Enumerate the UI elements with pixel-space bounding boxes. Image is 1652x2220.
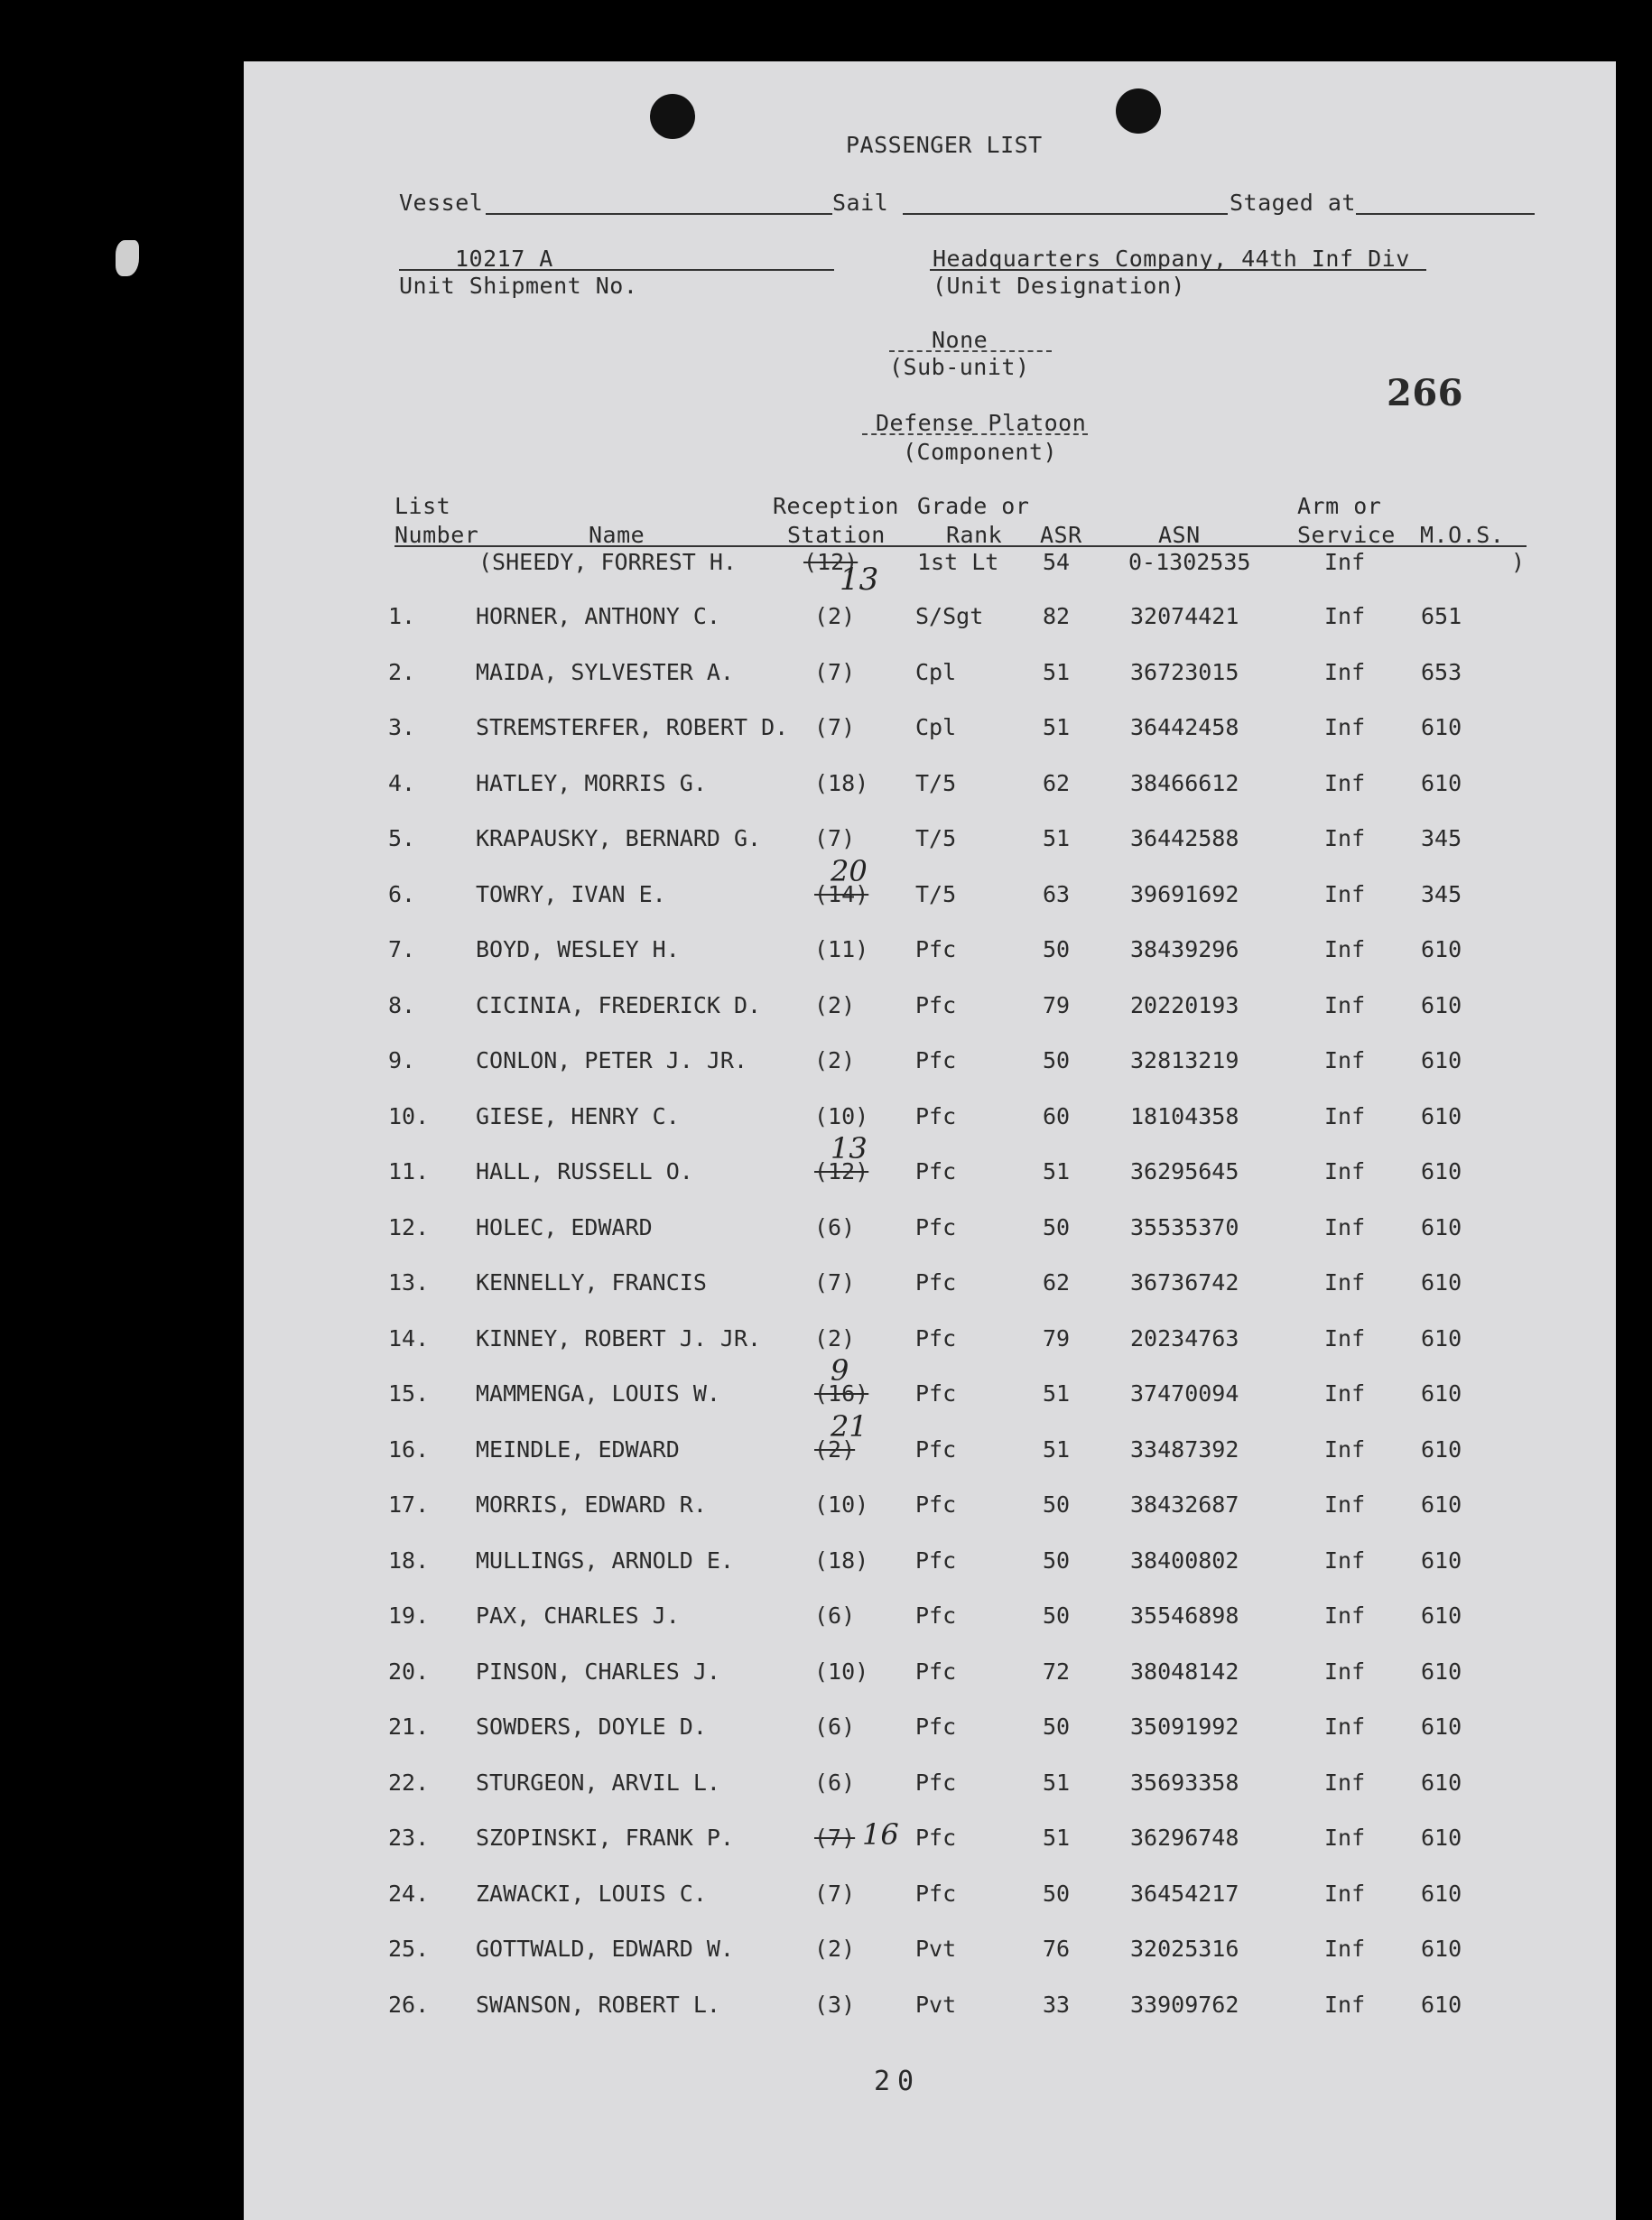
unit-designation-line (930, 269, 1426, 271)
col-header-asn: ASN (1158, 522, 1201, 548)
row-asr: 72 (1043, 1658, 1071, 1685)
row-arm: Inf (1324, 1825, 1366, 1851)
row-mos: 653 (1421, 658, 1462, 685)
row-grade: Pfc (915, 1158, 957, 1184)
row-name: HORNER, ANTHONY C. (476, 603, 720, 629)
row-station-handwritten: 21 (831, 1408, 868, 1444)
row-name: KINNEY, ROBERT J. JR. (476, 1324, 762, 1352)
row-number: 2. (388, 658, 416, 685)
sub-unit-label: (Sub-unit) (889, 354, 1030, 380)
row-name: BOYD, WESLEY H. (476, 936, 680, 962)
row-mos: 345 (1421, 825, 1462, 851)
col-header-mos: M.O.S. (1420, 522, 1505, 548)
row-name: KRAPAUSKY, BERNARD G. (476, 825, 762, 851)
row-grade: T/5 (915, 769, 957, 796)
row-station: (2) (814, 603, 856, 629)
unit-designation-label: (Unit Designation) (933, 273, 1185, 299)
officer-close-paren: ) (1511, 549, 1526, 575)
row-asr: 33 (1043, 1991, 1071, 2018)
row-arm: Inf (1324, 880, 1366, 907)
row-station: (2) (814, 991, 856, 1018)
unit-designation: Headquarters Company, 44th Inf Div (933, 246, 1410, 272)
row-asn: 38432687 (1130, 1491, 1239, 1518)
row-station: (7) (814, 1880, 856, 1907)
row-asn: 38439296 (1130, 936, 1239, 962)
row-number: 15. (388, 1380, 430, 1407)
row-name: SOWDERS, DOYLE D. (476, 1714, 707, 1740)
row-mos: 610 (1421, 1936, 1462, 1962)
punch-hole-right (1116, 88, 1161, 134)
row-arm: Inf (1324, 1269, 1366, 1296)
row-grade: Pfc (915, 1769, 957, 1796)
row-asr: 51 (1043, 658, 1071, 685)
footer-number: 20 (874, 2066, 922, 2097)
row-grade: Pfc (915, 936, 957, 962)
row-name: ZAWACKI, LOUIS C. (476, 1880, 707, 1907)
row-asn: 35535370 (1130, 1213, 1239, 1240)
row-mos: 610 (1421, 1491, 1462, 1518)
row-grade: Pfc (915, 1547, 957, 1574)
row-station: (6) (814, 1213, 856, 1240)
row-station: (10) (814, 1491, 869, 1518)
row-station: (7) (814, 825, 856, 851)
row-grade: Pfc (915, 1714, 957, 1740)
row-asn: 33487392 (1130, 1435, 1239, 1463)
sailed-field-line (903, 213, 1228, 215)
row-asn: 39691692 (1130, 880, 1239, 907)
row-number: 3. (388, 714, 416, 740)
row-name: MORRIS, EDWARD R. (476, 1491, 707, 1518)
row-arm: Inf (1324, 1714, 1366, 1740)
row-number: 9. (388, 1047, 416, 1073)
row-station: (7) (814, 714, 856, 740)
unit-shipment-label: Unit Shipment No. (399, 273, 638, 299)
row-name: MEINDLE, EDWARD (476, 1435, 680, 1463)
row-arm: Inf (1324, 714, 1366, 740)
row-asr: 62 (1043, 1269, 1071, 1296)
row-mos: 610 (1421, 936, 1462, 962)
row-mos: 610 (1421, 1158, 1462, 1184)
row-name: TOWRY, IVAN E. (476, 880, 666, 907)
officer-name: (SHEEDY, FORREST H. (478, 549, 737, 575)
component-label: (Component) (903, 439, 1058, 465)
row-station: (12) (814, 1158, 869, 1184)
col-header-reception: Reception (773, 493, 899, 519)
row-number: 14. (388, 1324, 430, 1352)
row-number: 8. (388, 991, 416, 1018)
row-asn: 32074421 (1130, 603, 1239, 629)
row-number: 11. (388, 1158, 430, 1184)
row-name: PAX, CHARLES J. (476, 1602, 680, 1629)
row-station: (6) (814, 1769, 856, 1796)
row-mos: 651 (1421, 603, 1462, 629)
row-mos: 345 (1421, 880, 1462, 907)
row-grade: Pfc (915, 1047, 957, 1073)
component-value: Defense Platoon (876, 410, 1087, 436)
row-station: (6) (814, 1714, 856, 1740)
row-asn: 35546898 (1130, 1602, 1239, 1629)
row-mos: 610 (1421, 714, 1462, 740)
col-header-service: Service (1297, 522, 1396, 548)
row-arm: Inf (1324, 658, 1366, 685)
row-name: KENNELLY, FRANCIS (476, 1269, 707, 1296)
officer-asr: 54 (1043, 549, 1071, 575)
row-mos: 610 (1421, 769, 1462, 796)
row-mos: 610 (1421, 1880, 1462, 1907)
row-asr: 51 (1043, 1435, 1071, 1463)
row-asr: 51 (1043, 1825, 1071, 1851)
row-grade: Pfc (915, 1825, 957, 1851)
row-grade: Pfc (915, 1102, 957, 1129)
page-number: 266 (1387, 372, 1463, 414)
row-station: (10) (814, 1102, 869, 1129)
row-grade: Pfc (915, 1435, 957, 1463)
row-asr: 62 (1043, 769, 1071, 796)
row-name: PINSON, CHARLES J. (476, 1658, 720, 1685)
row-grade: Pfc (915, 991, 957, 1018)
row-name: MAIDA, SYLVESTER A. (476, 658, 734, 685)
row-arm: Inf (1324, 1047, 1366, 1073)
row-arm: Inf (1324, 1213, 1366, 1240)
row-asr: 50 (1043, 1714, 1071, 1740)
row-asr: 79 (1043, 991, 1071, 1018)
row-number: 17. (388, 1491, 430, 1518)
row-asn: 36736742 (1130, 1269, 1239, 1296)
col-header-number: Number (394, 522, 479, 548)
row-name: HATLEY, MORRIS G. (476, 769, 707, 796)
staged-field-line (1356, 213, 1535, 215)
row-asn: 36296748 (1130, 1825, 1239, 1851)
unit-shipment-number: 10217 A (455, 246, 553, 272)
row-arm: Inf (1324, 1324, 1366, 1352)
header-underline (394, 545, 1527, 547)
unit-shipment-line (399, 269, 834, 271)
row-name: CICINIA, FREDERICK D. (476, 991, 762, 1018)
row-mos: 610 (1421, 1991, 1462, 2018)
row-asr: 51 (1043, 1158, 1071, 1184)
row-grade: Cpl (915, 714, 957, 740)
row-asn: 36442458 (1130, 714, 1239, 740)
row-grade: Pvt (915, 1991, 957, 2018)
row-asn: 36295645 (1130, 1158, 1239, 1184)
row-asr: 50 (1043, 936, 1071, 962)
row-asn: 38048142 (1130, 1658, 1239, 1685)
row-grade: Cpl (915, 658, 957, 685)
row-arm: Inf (1324, 603, 1366, 629)
row-arm: Inf (1324, 1658, 1366, 1685)
row-station: (2) (814, 1936, 856, 1962)
row-arm: Inf (1324, 1936, 1366, 1962)
row-mos: 610 (1421, 1547, 1462, 1574)
officer-grade: 1st Lt (917, 549, 999, 575)
row-mos: 610 (1421, 1269, 1462, 1296)
row-station: (7) (814, 658, 856, 685)
row-asn: 32025316 (1130, 1936, 1239, 1962)
sailed-label: Sail (832, 190, 889, 216)
row-station: (18) (814, 1547, 869, 1574)
row-arm: Inf (1324, 1380, 1366, 1407)
row-name: CONLON, PETER J. JR. (476, 1047, 748, 1073)
officer-arm: Inf (1324, 549, 1366, 575)
row-arm: Inf (1324, 1491, 1366, 1518)
sub-unit-value: None (932, 327, 988, 353)
row-station: (11) (814, 936, 869, 962)
component-line (862, 433, 1088, 435)
row-grade: Pfc (915, 1324, 957, 1352)
row-station-handwritten: 20 (831, 853, 868, 888)
row-number: 24. (388, 1880, 430, 1907)
row-mos: 610 (1421, 1047, 1462, 1073)
row-asr: 50 (1043, 1547, 1071, 1574)
row-number: 18. (388, 1547, 430, 1574)
row-station: (16) (814, 1380, 869, 1407)
row-arm: Inf (1324, 1547, 1366, 1574)
col-header-asr: ASR (1040, 522, 1082, 548)
sub-unit-line (889, 350, 1052, 352)
row-name: SZOPINSKI, FRANK P. (476, 1825, 734, 1851)
row-mos: 610 (1421, 991, 1462, 1018)
row-asn: 37470094 (1130, 1380, 1239, 1407)
row-arm: Inf (1324, 936, 1366, 962)
row-asr: 51 (1043, 825, 1071, 851)
row-asr: 50 (1043, 1047, 1071, 1073)
row-name: MULLINGS, ARNOLD E. (476, 1547, 734, 1574)
row-asn: 36723015 (1130, 658, 1239, 685)
row-mos: 610 (1421, 1102, 1462, 1129)
row-mos: 610 (1421, 1714, 1462, 1740)
row-name: STURGEON, ARVIL L. (476, 1769, 720, 1796)
row-station: (10) (814, 1658, 869, 1685)
col-header-list: List (394, 493, 451, 519)
row-arm: Inf (1324, 1602, 1366, 1629)
row-asr: 51 (1043, 1380, 1071, 1407)
row-station: (7) (814, 1825, 856, 1851)
row-number: 22. (388, 1769, 430, 1796)
col-header-name: Name (589, 522, 645, 548)
row-mos: 610 (1421, 1380, 1462, 1407)
row-asn: 18104358 (1130, 1102, 1239, 1129)
row-grade: S/Sgt (915, 603, 984, 629)
row-station: (7) (814, 1269, 856, 1296)
row-name: HALL, RUSSELL O. (476, 1158, 693, 1184)
row-grade: Pfc (915, 1602, 957, 1629)
row-arm: Inf (1324, 1102, 1366, 1129)
row-asn: 32813219 (1130, 1047, 1239, 1073)
row-arm: Inf (1324, 991, 1366, 1018)
row-grade: Pfc (915, 1658, 957, 1685)
row-arm: Inf (1324, 1880, 1366, 1907)
row-number: 7. (388, 936, 416, 962)
row-arm: Inf (1324, 1435, 1366, 1463)
officer-station-handwritten: 13 (840, 562, 879, 598)
row-number: 10. (388, 1102, 430, 1129)
officer-asn: 0-1302535 (1128, 549, 1251, 575)
col-header-arm-or: Arm or (1297, 493, 1382, 519)
row-name: GIESE, HENRY C. (476, 1102, 680, 1129)
row-grade: Pfc (915, 1213, 957, 1240)
row-name: MAMMENGA, LOUIS W. (476, 1380, 720, 1407)
row-number: 21. (388, 1714, 430, 1740)
row-asr: 79 (1043, 1324, 1071, 1352)
row-number: 19. (388, 1602, 430, 1629)
row-asr: 50 (1043, 1491, 1071, 1518)
row-asr: 82 (1043, 603, 1071, 629)
row-number: 23. (388, 1825, 430, 1851)
row-asn: 20220193 (1130, 991, 1239, 1018)
row-number: 5. (388, 825, 416, 851)
row-asn: 36442588 (1130, 825, 1239, 851)
row-station: (2) (814, 1435, 856, 1463)
row-asr: 51 (1043, 714, 1071, 740)
row-asr: 50 (1043, 1602, 1071, 1629)
row-station: (2) (814, 1047, 856, 1073)
row-mos: 610 (1421, 1825, 1462, 1851)
row-grade: Pfc (915, 1380, 957, 1407)
paper-fragment (116, 240, 139, 276)
row-grade: Pfc (915, 1880, 957, 1907)
row-asr: 50 (1043, 1213, 1071, 1240)
row-mos: 610 (1421, 1602, 1462, 1629)
row-grade: Pfc (915, 1269, 957, 1296)
row-arm: Inf (1324, 1158, 1366, 1184)
row-asn: 33909762 (1130, 1991, 1239, 2018)
row-asr: 50 (1043, 1880, 1071, 1907)
row-grade: Pvt (915, 1936, 957, 1962)
row-name: STREMSTERFER, ROBERT D. (476, 714, 789, 740)
row-mos: 610 (1421, 1658, 1462, 1685)
page-title: PASSENGER LIST (846, 132, 1043, 158)
row-number: 1. (388, 603, 416, 629)
punch-hole-left (650, 94, 695, 139)
row-name: HOLEC, EDWARD (476, 1213, 653, 1240)
vessel-field-line (486, 213, 832, 215)
col-header-grade-or: Grade or (917, 493, 1030, 519)
row-grade: Pfc (915, 1491, 957, 1518)
row-asn: 36454217 (1130, 1880, 1239, 1907)
row-station-handwritten: 16 (862, 1817, 899, 1852)
row-station: (6) (814, 1602, 856, 1629)
row-name: GOTTWALD, EDWARD W. (476, 1936, 734, 1962)
row-station: (2) (814, 1324, 856, 1352)
row-station: (14) (814, 880, 869, 907)
row-number: 13. (388, 1269, 430, 1296)
row-asr: 60 (1043, 1102, 1071, 1129)
row-arm: Inf (1324, 825, 1366, 851)
row-grade: T/5 (915, 825, 957, 851)
staged-at-label: Staged at (1230, 190, 1356, 216)
row-arm: Inf (1324, 769, 1366, 796)
row-station-handwritten: 13 (831, 1131, 868, 1166)
row-station-handwritten: 9 (831, 1353, 849, 1388)
col-header-rank: Rank (946, 522, 1003, 548)
row-number: 6. (388, 880, 416, 907)
row-mos: 610 (1421, 1324, 1462, 1352)
row-asn: 35091992 (1130, 1714, 1239, 1740)
row-asn: 35693358 (1130, 1769, 1239, 1796)
col-header-station: Station (787, 522, 886, 548)
row-mos: 610 (1421, 1769, 1462, 1796)
row-name: SWANSON, ROBERT L. (476, 1991, 720, 2018)
row-grade: T/5 (915, 880, 957, 907)
row-asr: 63 (1043, 880, 1071, 907)
row-asn: 20234763 (1130, 1324, 1239, 1352)
row-number: 25. (388, 1936, 430, 1962)
row-asn: 38400802 (1130, 1547, 1239, 1574)
row-asr: 76 (1043, 1936, 1071, 1962)
row-arm: Inf (1324, 1769, 1366, 1796)
row-station: (18) (814, 769, 869, 796)
row-number: 20. (388, 1658, 430, 1685)
vessel-label: Vessel (399, 190, 484, 216)
officer-station: (12) (803, 549, 858, 575)
row-asn: 38466612 (1130, 769, 1239, 796)
row-asr: 51 (1043, 1769, 1071, 1796)
row-mos: 610 (1421, 1435, 1462, 1463)
row-mos: 610 (1421, 1213, 1462, 1240)
row-station: (3) (814, 1991, 856, 2018)
row-number: 4. (388, 769, 416, 796)
row-number: 12. (388, 1213, 430, 1240)
row-number: 26. (388, 1991, 430, 2018)
row-number: 16. (388, 1435, 430, 1463)
row-arm: Inf (1324, 1991, 1366, 2018)
